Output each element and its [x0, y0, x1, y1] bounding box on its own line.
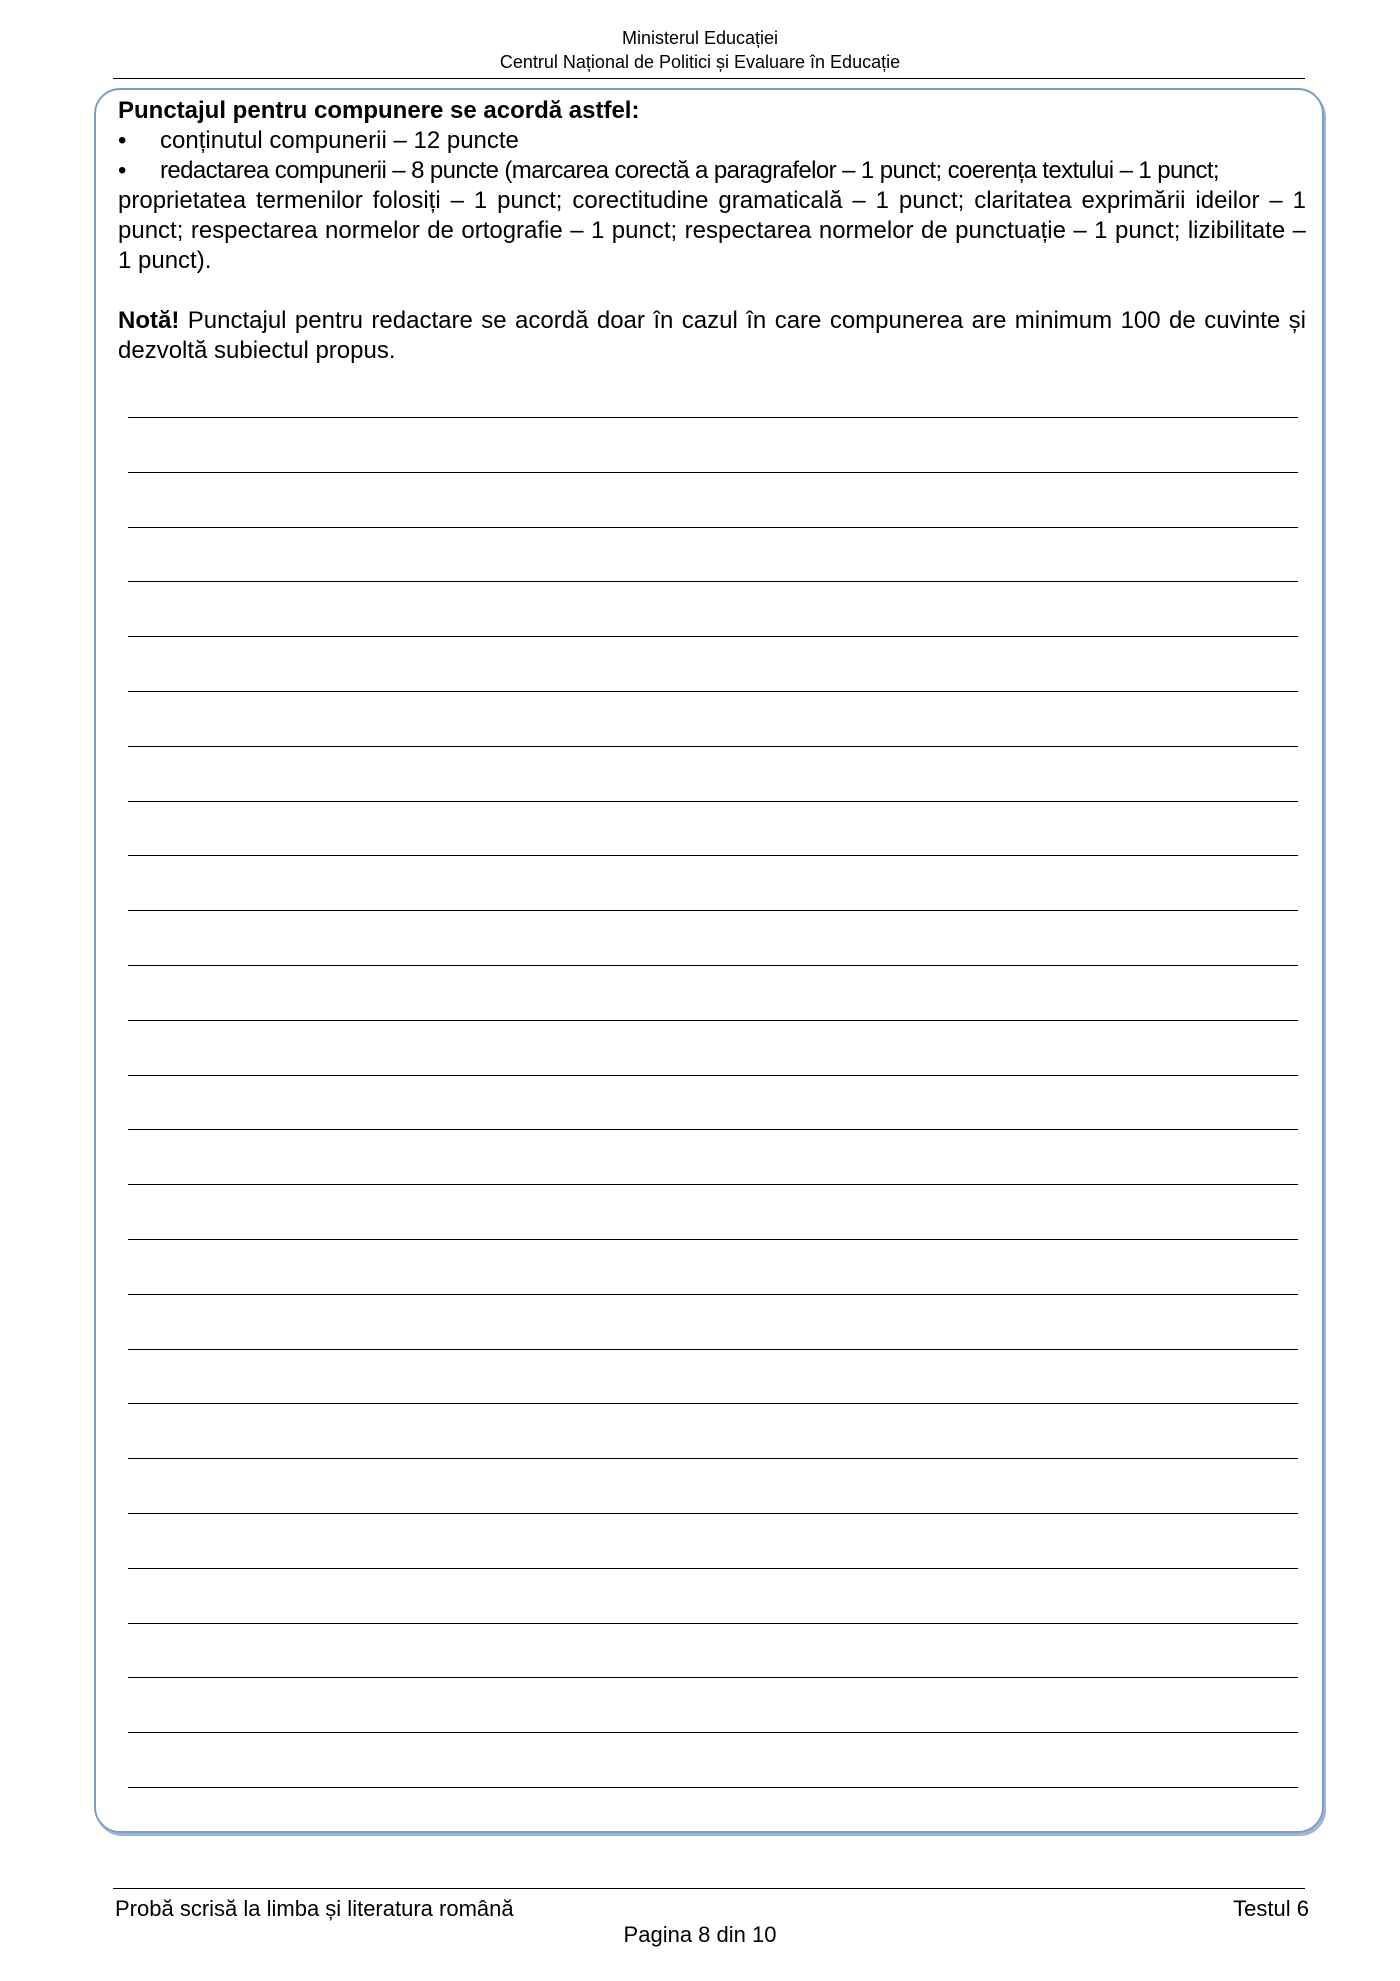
footer-test-number: Testul 6	[1233, 1896, 1309, 1921]
writing-line[interactable]	[128, 1076, 1298, 1131]
scoring-continuation: proprietatea termenilor folosiți – 1 punct; corectitudine gramaticală – 1 punct; claritatea exprimării ideilor – 1 punct; respectarea normelor de ortografie – 1 punct; respectarea normelor de punctuație – 1 punct; lizibilitate – 1 punct).	[118, 187, 1306, 274]
writing-line[interactable]	[128, 1624, 1298, 1679]
footer-exam-name: Probă scrisă la limba și literatura română	[115, 1896, 514, 1921]
writing-line[interactable]	[128, 418, 1298, 473]
writing-line[interactable]	[128, 966, 1298, 1021]
writing-line[interactable]	[128, 1350, 1298, 1405]
writing-line[interactable]	[128, 1295, 1298, 1350]
bullet-item-redaction	[118, 156, 1306, 186]
writing-line[interactable]	[128, 1459, 1298, 1514]
footer-page-number: Pagina 8 din 10	[623, 1922, 777, 1947]
writing-line[interactable]	[128, 1678, 1298, 1733]
scoring-heading: Punctajul pentru compunere se acordă astfel:	[118, 97, 640, 124]
writing-line[interactable]	[128, 1185, 1298, 1240]
writing-line[interactable]	[128, 1514, 1298, 1569]
writing-line[interactable]	[128, 747, 1298, 802]
footer-divider	[113, 1888, 1305, 1889]
bullet-icon: •	[118, 127, 127, 154]
header-divider	[113, 78, 1305, 79]
writing-line[interactable]	[128, 802, 1298, 857]
writing-line[interactable]	[128, 1404, 1298, 1459]
writing-line[interactable]	[128, 1569, 1298, 1624]
writing-line[interactable]	[128, 528, 1298, 583]
bullet-text: redactarea compunerii – 8 puncte (marcarea corectă a paragrafelor – 1 punct; coerența textului – 1 punct;	[160, 157, 1219, 184]
writing-line[interactable]	[128, 637, 1298, 692]
note-paragraph	[118, 306, 1306, 366]
writing-lines[interactable]	[128, 417, 1298, 1788]
note-label: Notă!	[118, 307, 180, 334]
scoring-instructions	[118, 96, 1306, 366]
writing-line[interactable]	[128, 911, 1298, 966]
note-text: Punctajul pentru redactare se acordă doar în cazul în care compunerea are minimum 100 de cuvinte și dezvoltă subiectul propus.	[118, 307, 1306, 364]
bullet-item-content	[118, 126, 1306, 156]
writing-line[interactable]	[128, 1130, 1298, 1185]
writing-line[interactable]	[128, 1733, 1298, 1788]
bullet-icon: •	[118, 157, 127, 184]
header-ministry: Ministerul Educației	[621, 28, 779, 48]
header-center: Centrul Național de Politici și Evaluare în Educație	[499, 52, 901, 72]
writing-line[interactable]	[128, 473, 1298, 528]
writing-line[interactable]	[128, 1240, 1298, 1295]
writing-line[interactable]	[128, 1021, 1298, 1076]
page-header	[0, 26, 1400, 74]
writing-line[interactable]	[128, 582, 1298, 637]
bullet-text: conținutul compunerii – 12 puncte	[160, 127, 519, 154]
writing-line[interactable]	[128, 856, 1298, 911]
writing-line[interactable]	[128, 692, 1298, 747]
